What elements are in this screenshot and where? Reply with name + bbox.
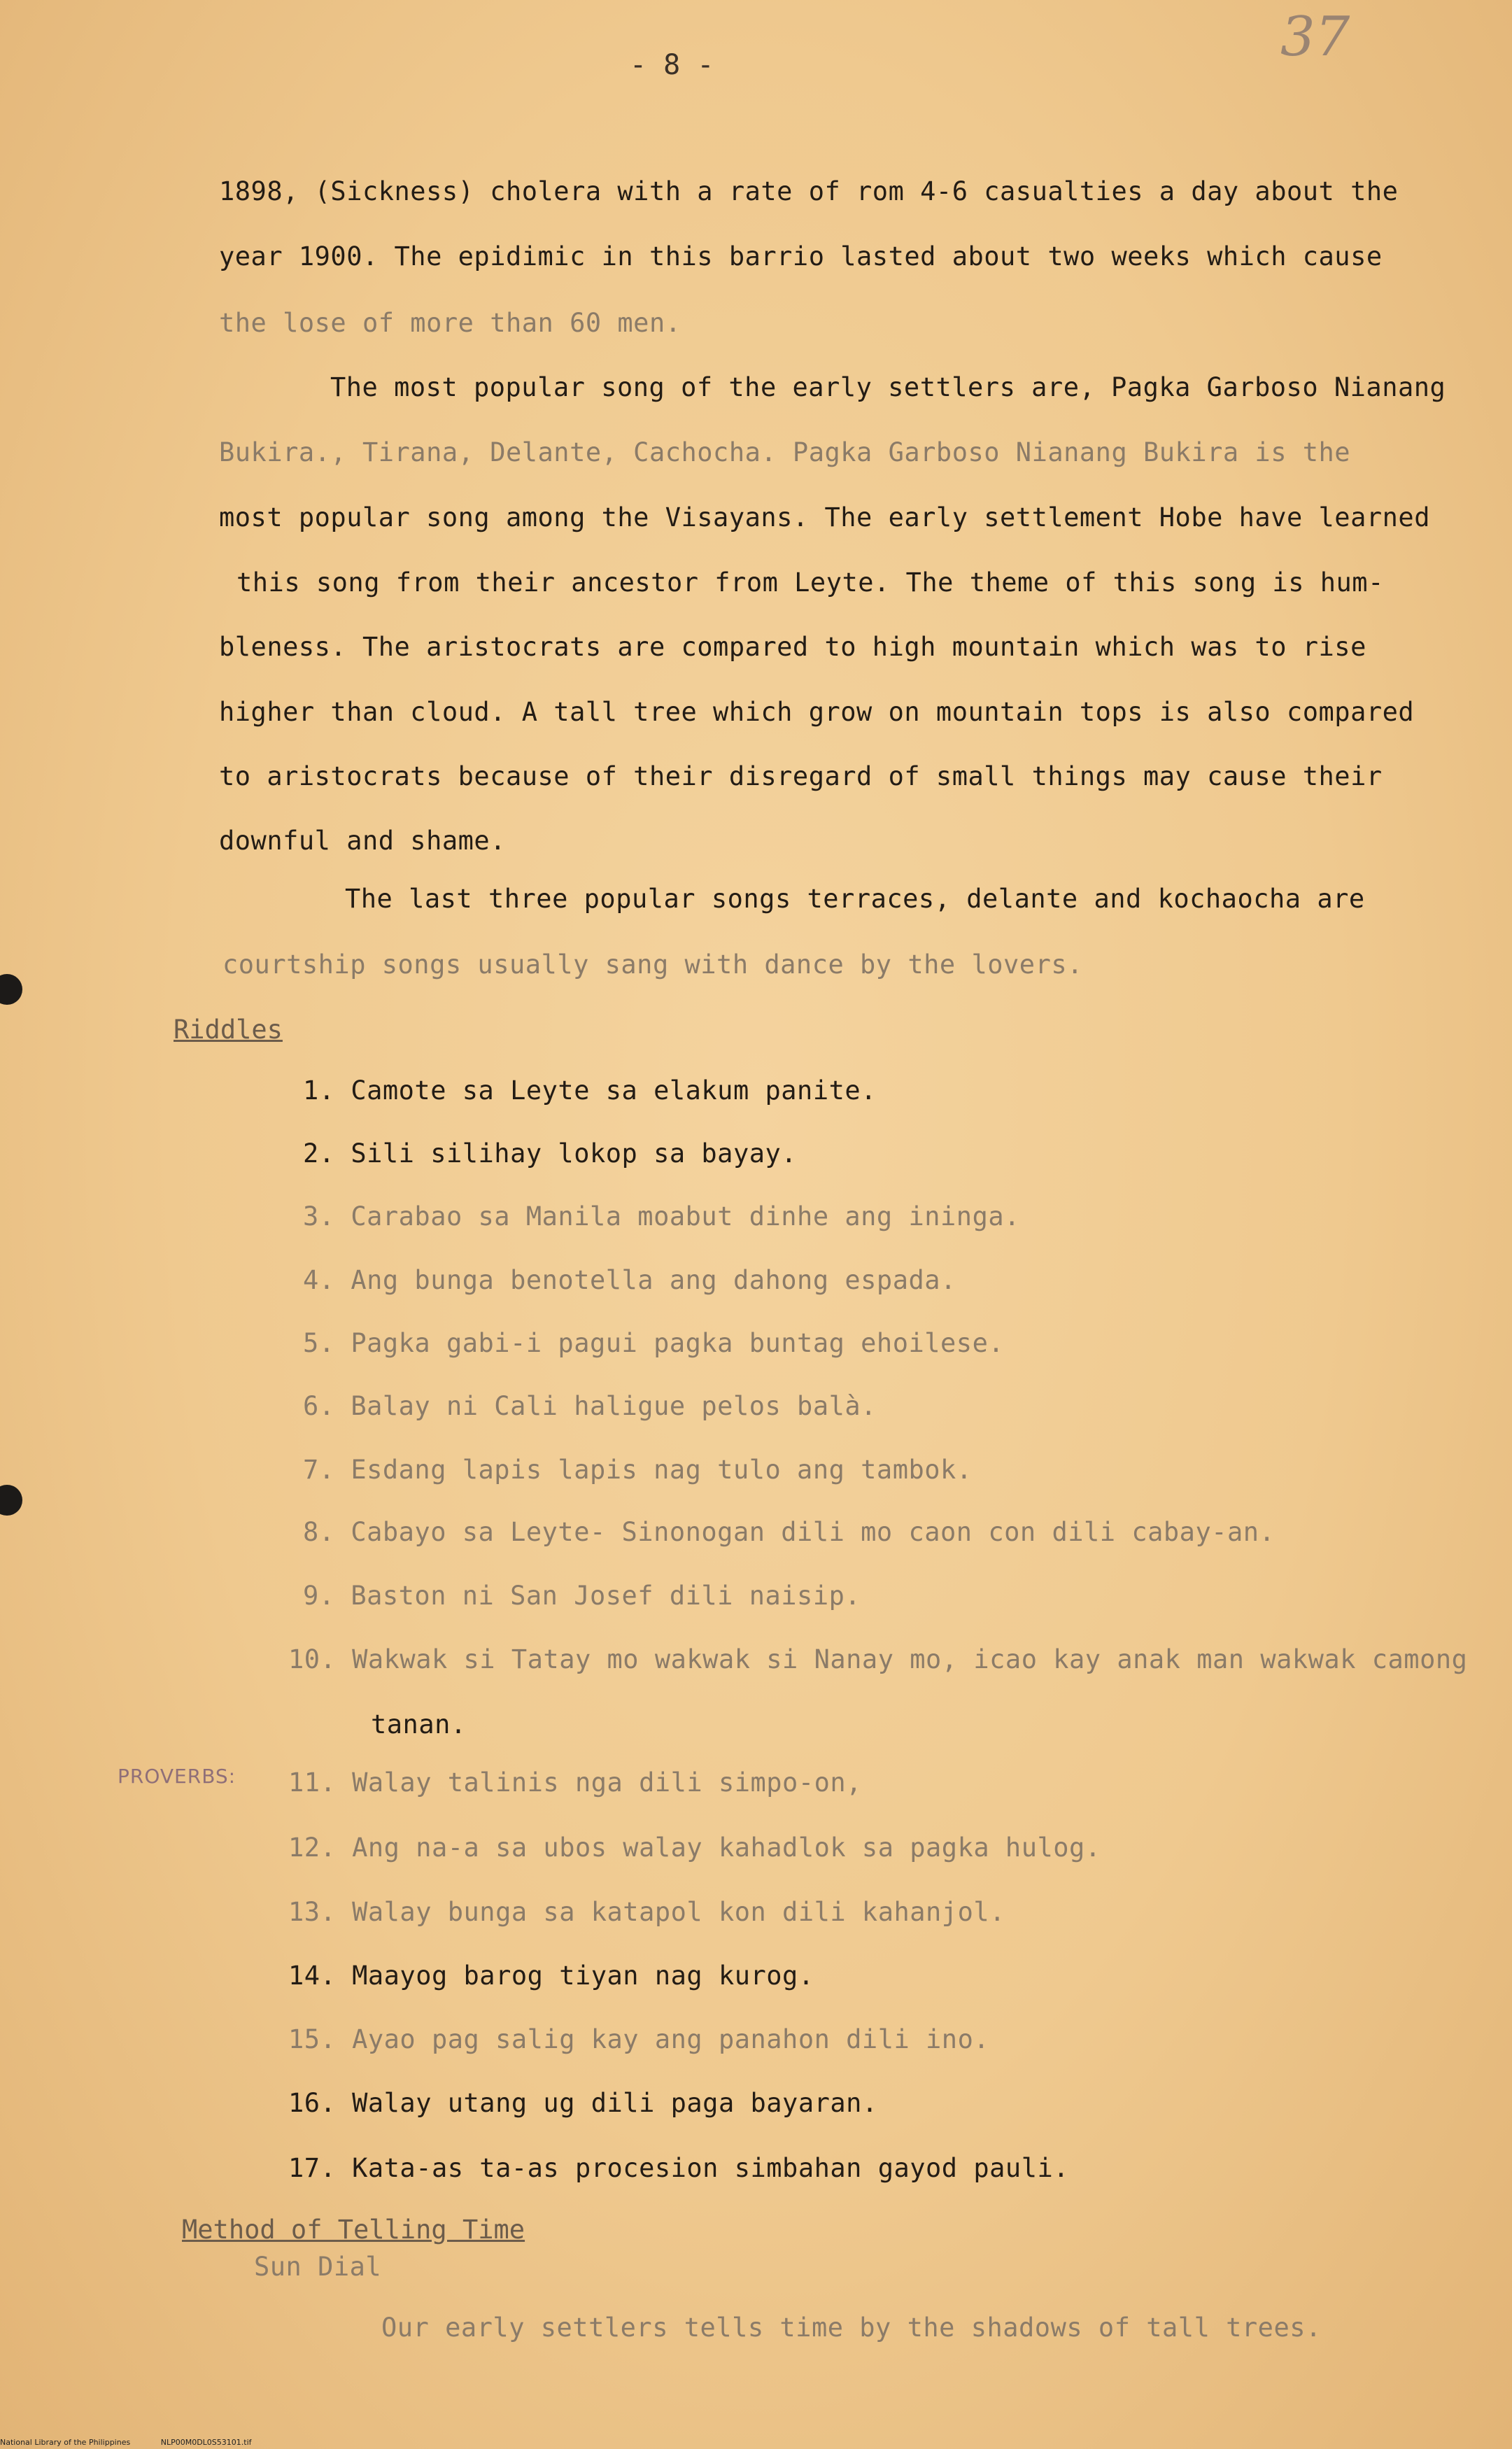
punch-hole [0,974,22,1005]
riddle-item: 3. Carabao sa Manila moabut dinhe ang ininga. [303,1201,1020,1231]
folio-number: 37 [1280,6,1350,69]
proverb-item: 13. Walay bunga sa katapol kon dili kahanjol. [288,1897,1005,1927]
paragraph-line: downful and shame. [219,826,506,856]
riddle-item: tanan. [371,1709,467,1739]
paragraph-line: higher than cloud. A tall tree which grow on mountain tops is also compared [219,697,1415,727]
proverb-item: 15. Ayao pag salig kay ang panahon dili ino. [288,2024,990,2054]
proverb-item: 16. Walay utang ug dili paga bayaran. [288,2088,878,2118]
footer-library: National Library of the Philippines [0,2438,131,2447]
riddle-item: 5. Pagka gabi-i pagui pagka buntag ehoilese. [303,1328,1005,1358]
proverb-item: 12. Ang na-a sa ubos walay kahadlok sa pagka hulog. [288,1833,1101,1863]
riddles-heading: Riddles [174,1015,283,1045]
riddle-item: 7. Esdang lapis lapis nag tulo ang tambok. [303,1455,973,1485]
page-number: - 8 - [630,49,714,81]
riddle-item: 8. Cabayo sa Leyte- Sinonogan dili mo caon con dili cabay-an. [303,1517,1276,1547]
proverb-item: 14. Maayog barog tiyan nag kurog. [288,1961,814,1991]
scan-footer [0,2438,280,2447]
punch-hole [0,1485,22,1516]
paragraph-line: Bukira., Tirana, Delante, Cachocha. Pagka Garboso Nianang Bukira is the [219,437,1351,467]
time-heading: Method of Telling Time [182,2215,525,2245]
riddle-item: 6. Balay ni Cali haligue pelos balà. [303,1391,877,1421]
footer-file: NLP00M0DL0S53101.tif [160,2438,252,2447]
riddle-item: 9. Baston ni San Josef dili naisip. [303,1581,861,1611]
paragraph-line: The last three popular songs terraces, delante and kochaocha are [345,884,1365,914]
paragraph-line: this song from their ancestor from Leyte. The theme of this song is hum- [236,567,1384,598]
paragraph-line: to aristocrats because of their disregard of small things may cause their [219,761,1383,791]
proverb-item: 11. Walay talinis nga dili simpo-on, [288,1767,862,1798]
riddle-item: 4. Ang bunga benotella ang dahong espada. [303,1265,956,1295]
paragraph-line: bleness. The aristocrats are compared to high mountain which was to rise [219,632,1366,662]
paragraph-line: year 1900. The epidimic in this barrio lasted about two weeks which cause [219,241,1383,271]
paragraph-line: 1898, (Sickness) cholera with a rate of rom 4-6 casualties a day about the [219,176,1399,206]
paragraph-line: most popular song among the Visayans. The early settlement Hobe have learned [219,502,1430,532]
riddle-item: 2. Sili silihay lokop sa bayay. [303,1138,798,1169]
proverbs-margin-note: PROVERBS: [118,1765,236,1788]
paragraph-line: The most popular song of the early settlers are, Pagka Garboso Nianang [330,372,1446,402]
time-subheading: Sun Dial [254,2252,382,2282]
paragraph-line: courtship songs usually sang with dance by the lovers. [222,950,1083,980]
riddle-item: 10. Wakwak si Tatay mo wakwak si Nanay mo, icao kay anak man wakwak camong [288,1644,1468,1674]
riddle-item: 1. Camote sa Leyte sa elakum panite. [303,1075,877,1106]
proverb-item: 17. Kata-as ta-as procesion simbahan gayod pauli. [288,2153,1070,2183]
time-text: Our early settlers tells time by the shadows of tall trees. [381,2313,1322,2343]
paragraph-line: the lose of more than 60 men. [219,308,681,338]
